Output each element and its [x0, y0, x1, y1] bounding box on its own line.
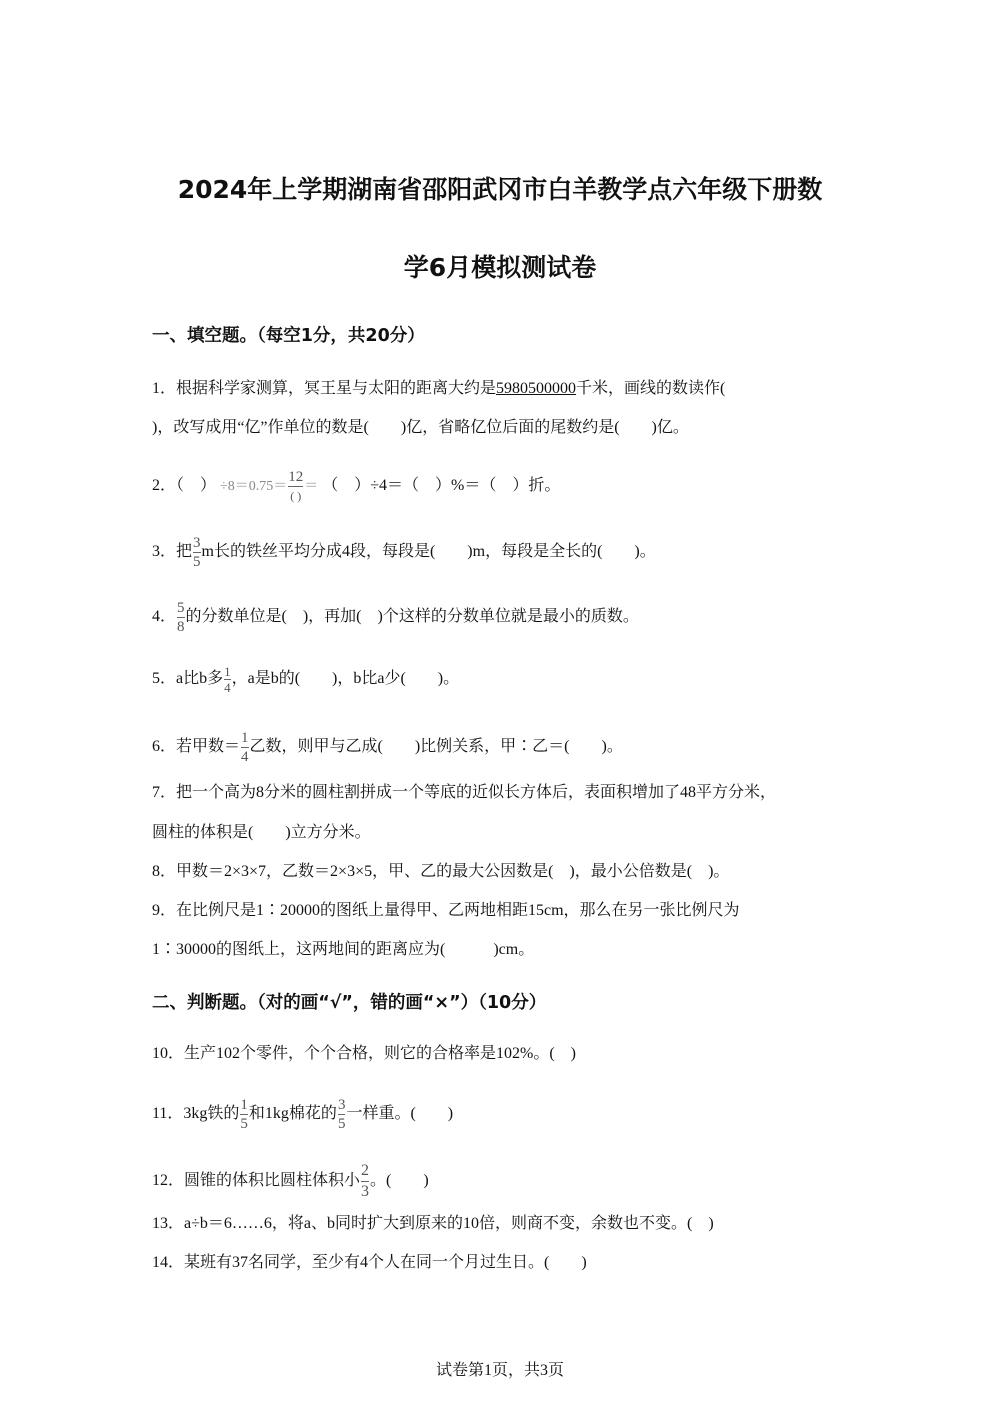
- question-14: 14．某班有37名同学，至少有4个人在同一个月过生日。( ): [152, 1254, 587, 1271]
- question-text: 4．: [152, 608, 177, 626]
- question-text: 一样重。( ): [346, 1105, 454, 1123]
- question-text: 5．a比b多: [152, 670, 224, 688]
- question-3: [152, 534, 656, 571]
- question-text: 12．圆锥的体积比圆柱体积小: [152, 1172, 361, 1190]
- fraction: $\frac{1}{5}$: [240, 1097, 248, 1132]
- question-13: 13．a÷b＝6……6，将a、b同时扩大到原来的10倍，则商不变，余数也不变。( ): [152, 1215, 714, 1232]
- underlined-number: 5980500000: [496, 380, 577, 397]
- question-7-line1: 7．把一个高为8分米的圆柱割拼成一个等底的近似长方体后，表面积增加了48平方分米，: [152, 784, 777, 801]
- question-text: 。( ): [370, 1172, 429, 1190]
- question-9-line2: 1∶30000的图纸上，这两地间的距离应为( )cm。: [152, 941, 535, 958]
- question-9-line1: 9．在比例尺是1∶20000的图纸上量得甲、乙两地相距15cm，那么在另一张比例尺为: [152, 902, 740, 919]
- question-text: 的分数单位是( )，再加( )个这样的分数单位就是最小的质数。: [185, 608, 639, 626]
- question-text: 千米，画线的数读作(: [576, 380, 726, 397]
- question-text: 和1kg棉花的: [248, 1105, 337, 1123]
- page-footer: 试卷第1页，共3页: [435, 1362, 564, 1379]
- question-1-line1: [152, 378, 725, 400]
- question-text: （ ）÷4＝（ ）%＝（ ）折。: [322, 477, 561, 495]
- page-title-line1: 2024年上学期湖南省邵阳武冈市白羊教学点六年级下册数: [177, 175, 823, 204]
- question-text: 乙数，则甲与乙成( )比例关系，甲∶乙＝( )。: [249, 738, 623, 756]
- question-text: 3．把: [152, 543, 193, 561]
- fraction: $\frac{5}{8}$: [177, 600, 185, 635]
- question-7-line2: 圆柱的体积是( )立方分米。: [152, 824, 371, 841]
- question-12: [152, 1161, 429, 1202]
- fraction: $\frac{1}{4}$: [224, 664, 231, 695]
- question-8: 8．甲数＝2×3×7，乙数＝2×3×5，甲、乙的最大公因数是( )，最小公倍数是( )。: [152, 863, 730, 880]
- question-text: m长的铁丝平均分成4段，每段是( )m，每段是全长的( )。: [201, 543, 656, 561]
- page-title-line2: 学6月模拟测试卷: [403, 253, 597, 282]
- question-4: [152, 599, 639, 636]
- question-text: 11．3kg铁的: [152, 1105, 240, 1123]
- fraction: $\frac{1}{4}$: [241, 730, 249, 765]
- question-11: [152, 1096, 453, 1133]
- question-text: ，a是b的( )，b比a少( )。: [231, 670, 460, 688]
- question-text: 2．（ ）: [152, 477, 217, 495]
- question-2: [152, 468, 560, 505]
- section-heading-true-false: 二、判断题。（对的画“√”，错的画“×”）（10分）: [152, 993, 547, 1013]
- equation-text: ＝: [304, 479, 319, 495]
- question-5: [152, 664, 459, 695]
- question-1-line2: )，改写成用“亿”作单位的数是( )亿，省略亿位后面的尾数约是( )亿。: [152, 419, 689, 436]
- fraction: $\frac{3}{5}$: [193, 535, 201, 570]
- question-10: 10．生产102个零件，个个合格，则它的合格率是102%。( ): [152, 1045, 576, 1062]
- question-text: 6．若甲数＝: [152, 738, 241, 756]
- fraction: $\frac{3}{5}$: [337, 1097, 346, 1132]
- fraction: $\frac{2}{3}$: [361, 1162, 370, 1200]
- question-text: 1．根据科学家测算，冥王星与太阳的距离大约是: [152, 380, 497, 397]
- fraction: $\frac{12}{( )}$: [288, 469, 304, 503]
- question-6: [152, 729, 623, 766]
- section-heading-fill-blank: 一、填空题。（每空1分，共20分）: [152, 326, 425, 346]
- equation-text: ÷8＝0.75＝: [220, 479, 288, 495]
